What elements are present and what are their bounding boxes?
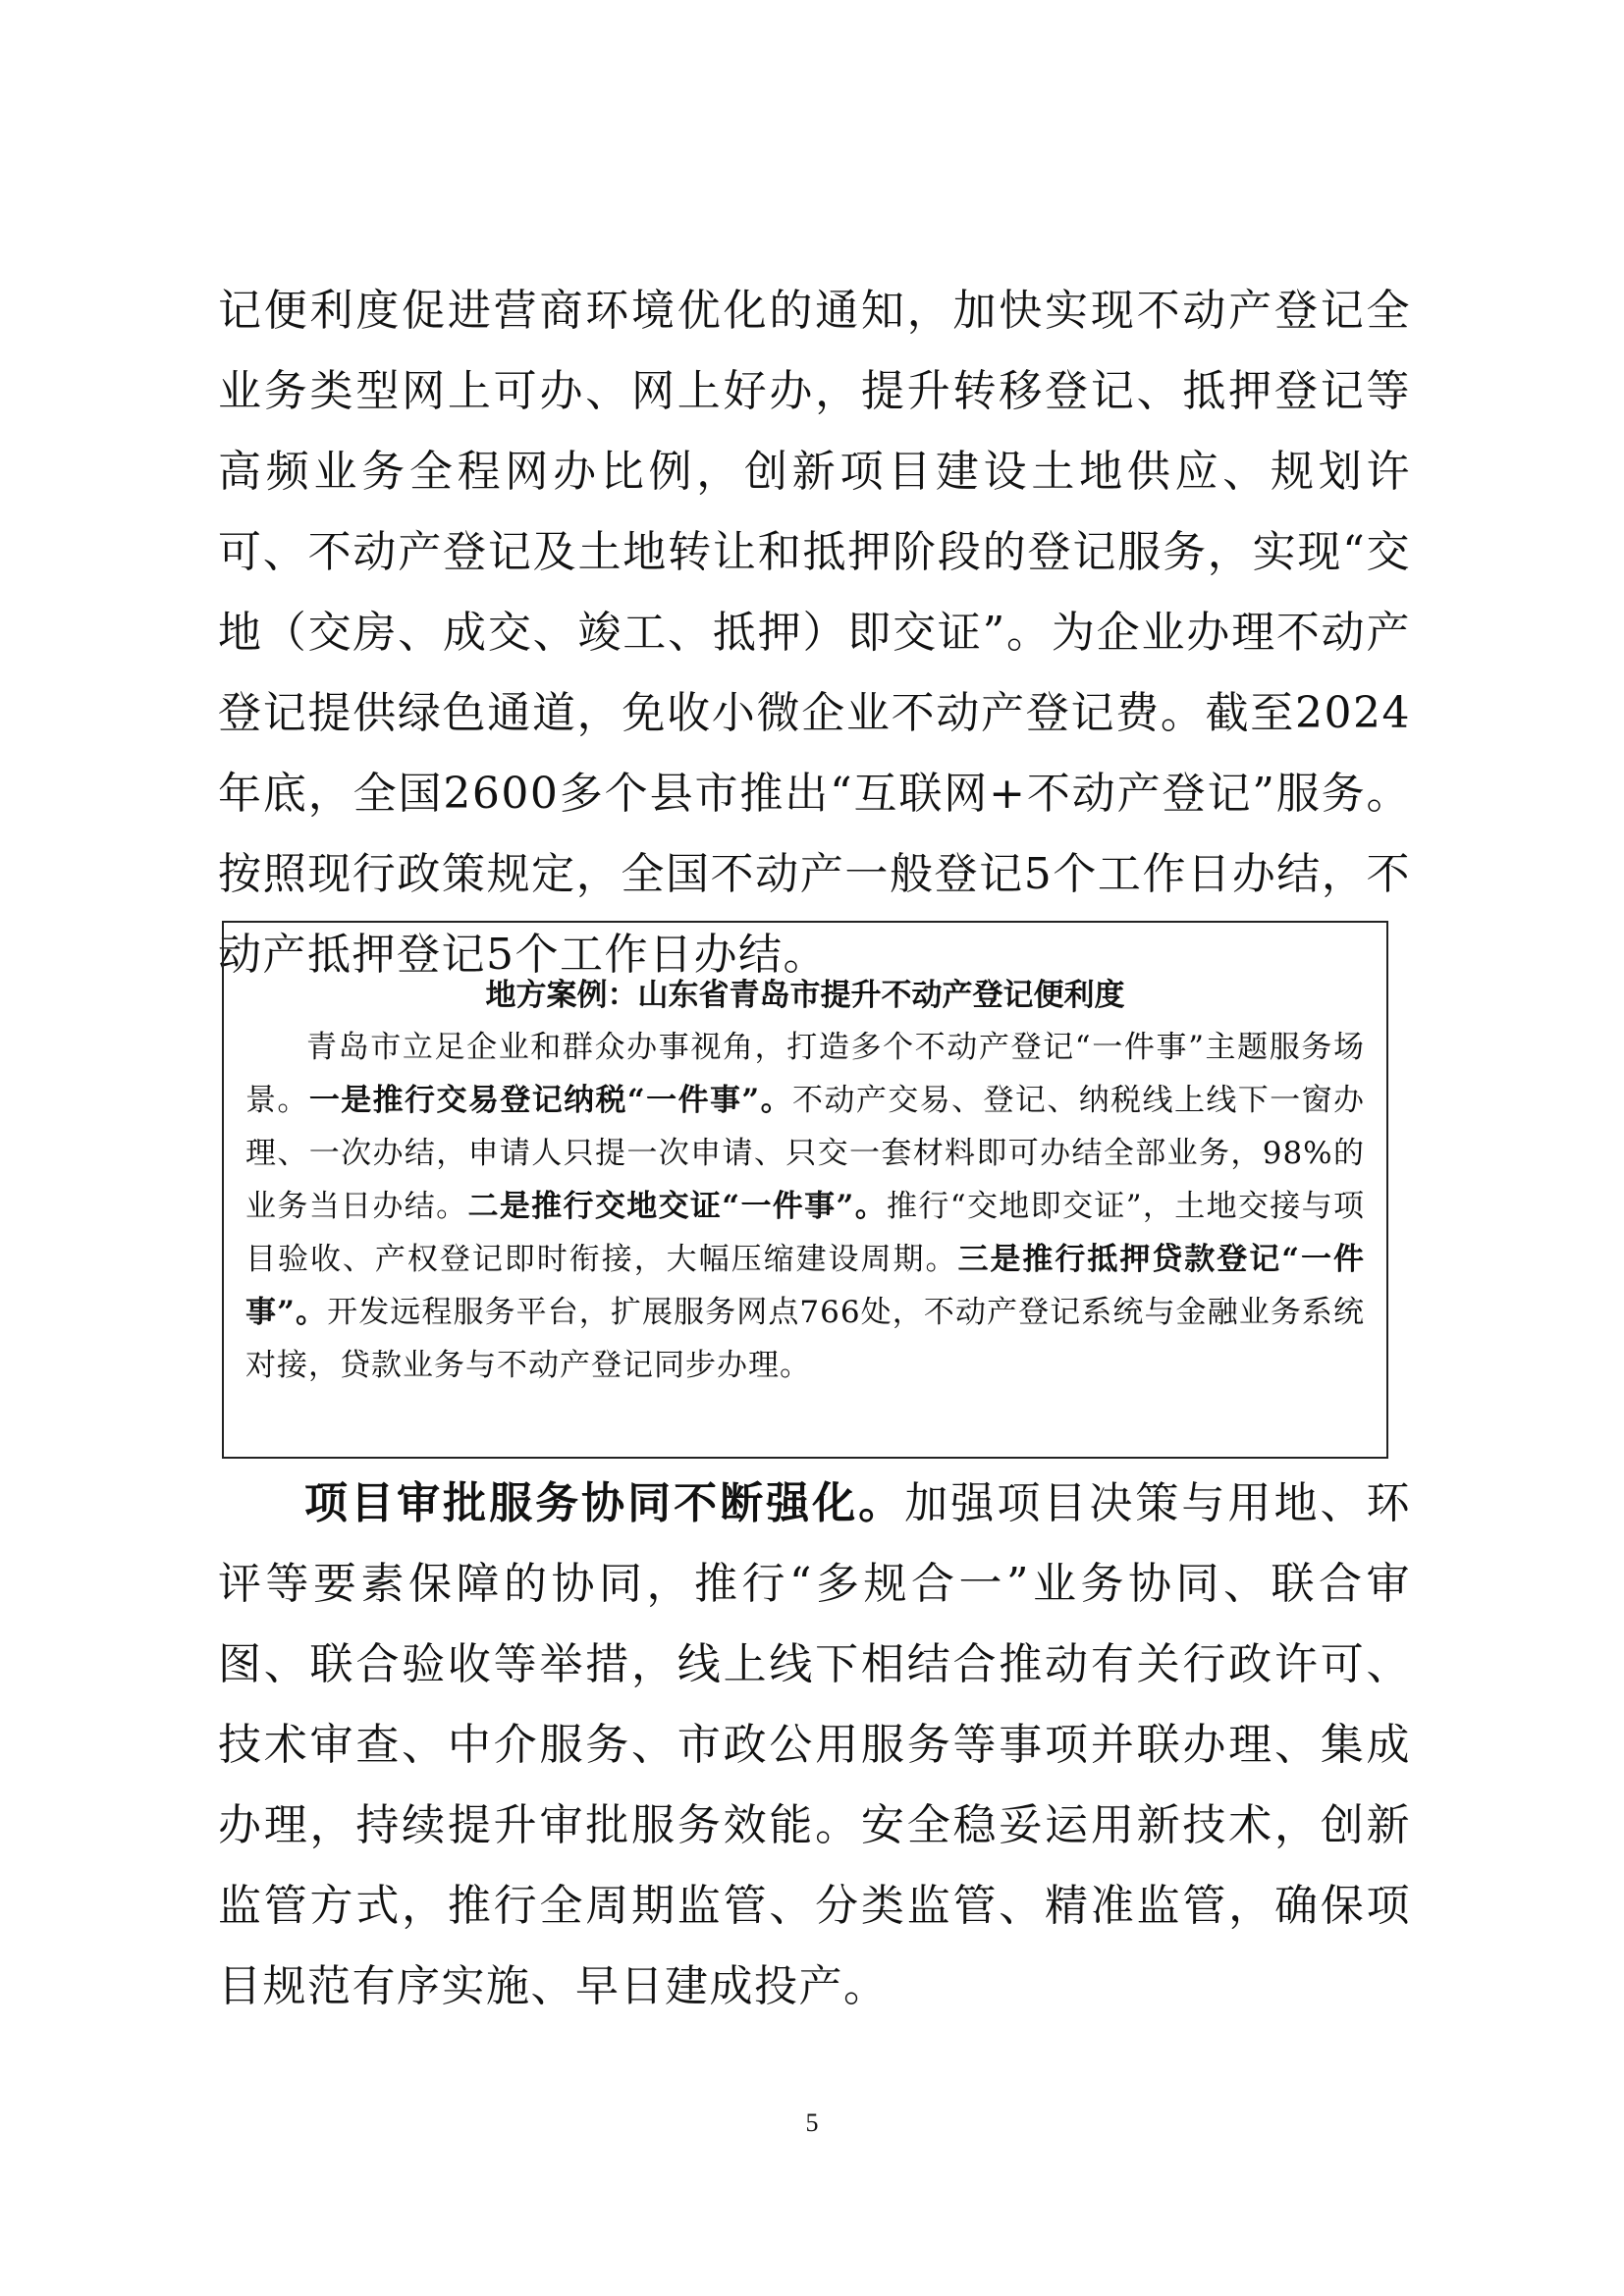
case-study-title: 地方案例：山东省青岛市提升不动产登记便利度 [485, 978, 1125, 1013]
case-study-box [222, 921, 1388, 1459]
case-point-2-heading: 二是推行交地交证“一件事”。 [467, 1189, 888, 1224]
case-study-body [245, 1021, 1365, 1392]
case-point-3-text: 开发远程服务平台，扩展服务网点766处，不动产登记系统与金融业务系统对接，贷款业务与不动产登记同步办理。 [245, 1295, 1365, 1383]
page-number: 5 [805, 2109, 819, 2137]
paragraph-2-heading: 项目审批服务协同不断强化。 [304, 1478, 905, 1528]
case-point-2-text: 推行“交地即交证”，土地交接与项目验收、产权登记即时衔接，大幅压缩建设周期。 [245, 1189, 1366, 1277]
case-point-1-text: 不动产交易、登记、纳税线上线下一窗办理、一次办结，申请人只提一次申请、只交一套材料即可办结全部业务，98%的业务当日办结。 [245, 1083, 1366, 1224]
body-paragraph-2 [218, 1464, 1411, 2027]
case-intro: 青岛市立足企业和群众办事视角，打造多个不动产登记“一件事”主题服务场景。 [245, 1030, 1365, 1118]
case-point-1-heading: 一是推行交易登记纳税“一件事”。 [308, 1083, 793, 1118]
body-paragraph-1: 记便利度促进营商环境优化的通知，加快实现不动产登记全业务类型网上可办、网上好办，提升转移登记、抵押登记等高频业务全程网办比例，创新项目建设土地供应、规划许可、不动产登记及土地转让和抵押阶段的登记服务，实现“交地（交房、成交、竣工、抵押）即交证”。为企业办理不动产登记提供绿色通道，免收小微企业不动产登记费。截至2024年底，全国2600多个县市推出“互联网+不动产登记”服务。按照现行政策规定，全国不动产一般登记5个工作日办结，不动产抵押登记5个工作日办结。 [218, 286, 1411, 980]
paragraph-2-text: 加强项目决策与用地、环评等要素保障的协同，推行“多规合一”业务协同、联合审图、联合验收等举措，线上线下相结合推动有关行政许可、技术审查、中介服务、市政公用服务等事项并联办理、集成办理，持续提升审批服务效能。安全稳妥运用新技术，创新监管方式，推行全周期监管、分类监管、精准监管，确保项目规范有序实施、早日建成投产。 [218, 1478, 1411, 2011]
case-point-3-heading: 三是推行抵押贷款登记“一件事”。 [245, 1242, 1365, 1330]
